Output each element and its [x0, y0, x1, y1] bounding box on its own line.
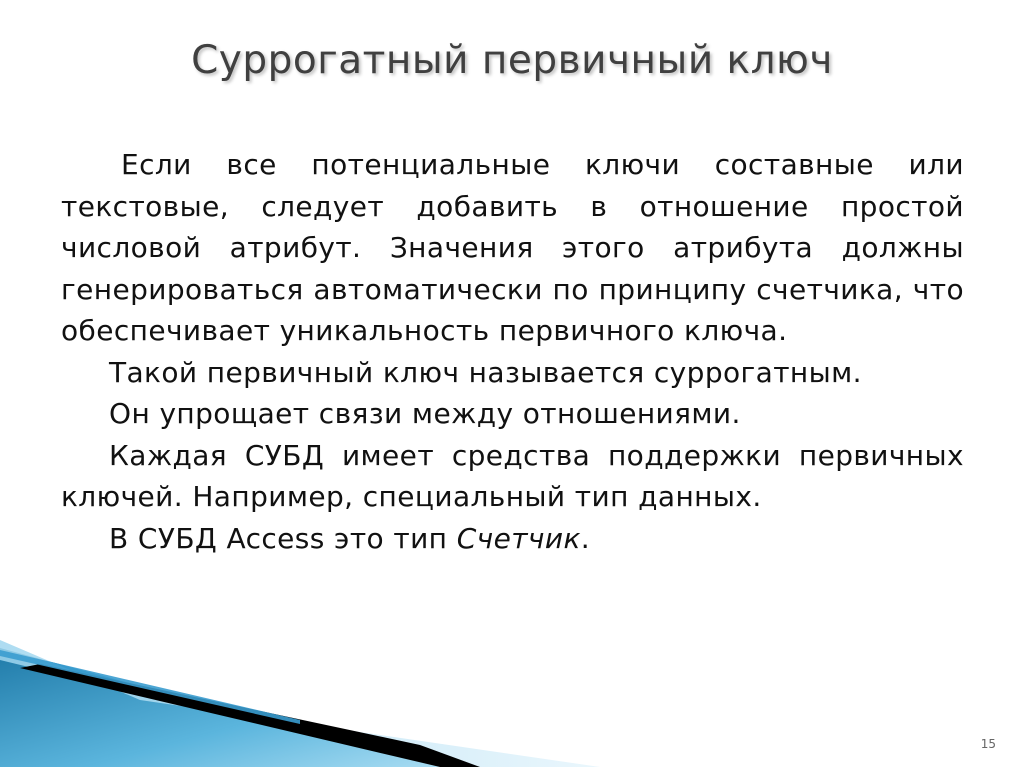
paragraph-dbms-support: Каждая СУБД имеет средства поддержки первичных ключей. Например, специальный тип данных.: [61, 438, 964, 513]
access-counter-prefix: В СУБД Access это тип: [109, 521, 457, 555]
slide-body: [61, 144, 964, 559]
light-blue-band-shape: [0, 640, 600, 767]
paragraph-intro: Если все потенциальные ключи составные или текстовые, следует добавить в отношение простой числовой атрибут. Значения этого атрибута должны генерироваться автоматически по принципу счетчика, что обеспечивает уникальность первичного ключа.: [61, 148, 964, 347]
page-number: 15: [980, 737, 996, 751]
thin-blue-stripe-shape: [0, 650, 300, 724]
paragraph-surrogate-definition: Такой первичный ключ называется суррогатным.: [109, 355, 862, 389]
slide-title: Суррогатный первичный ключ: [191, 38, 833, 83]
blue-swoosh-shape: [0, 648, 440, 767]
paragraph-simplifies-relations: Он упрощает связи между отношениями.: [109, 397, 741, 430]
black-stripe-shape: [20, 664, 480, 767]
access-counter-type: Счетчик: [456, 521, 581, 555]
paragraph-access-counter: [61, 518, 964, 560]
access-counter-suffix: .: [580, 521, 591, 555]
